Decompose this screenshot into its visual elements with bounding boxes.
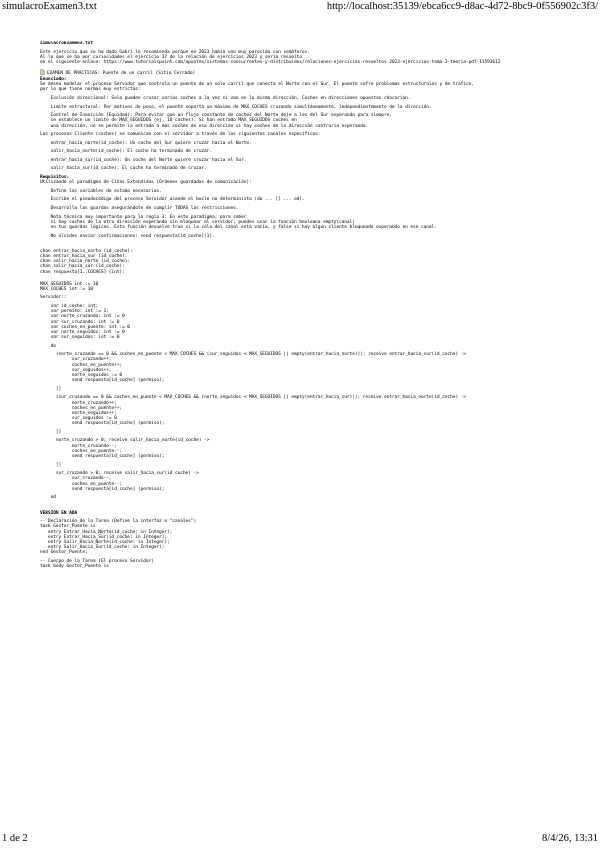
line-text: Límite estructural: Por motivos de peso, el puente soporta un máximo de MAX_COCHES cruzando simultáneamente, independientemente de la dirección. [40,104,432,110]
line-text: simulacroExamen3.txt [40,41,93,46]
line-text: una dirección, no se permite la entrada a más coches de esa dirección si hay coches de la dirección contraria esperando. [40,123,369,129]
line-text: chan salir_hacia_sur (id_coche): [40,264,125,270]
print-footer [0,832,600,846]
line-text: sur_seguidos := 0 [40,416,117,422]
line-text: entrar_hacia_sur(id_coche): Un coche del Norte quiere cruzar hacia el Sur. [40,157,247,163]
line-text: en tus guardas lógicas. Esta función devuelve true si la cola del canal está vacía, y false si hay algún cliente bloqueado esperando en ese canal. [40,224,437,230]
text-line [40,60,580,65]
document-body [40,41,580,828]
page-url[interactable]: http://localhost:35139/ebca6cc9-d8ac-4d72-8bc9-0f556902c3f3/ [326,1,598,12]
line-text: var id_coche: int; [40,303,99,309]
line-text: coches_en_puente--; [40,481,123,487]
print-header [0,0,600,14]
line-text: MAX_SEGUIDOS int := 10 [40,281,99,287]
line-text: se establece un límite de MAX_SEGUIDOS (ej. 10 coches). Si han entrado MAX_SEGUIDOS coches en [40,118,297,124]
line-text: Servidor:: [40,295,67,301]
line-text: norte_cruzando++; [40,400,117,406]
line-text: sur_seguidos++; [40,367,112,373]
line-text: No olvides enviar confirmaciones: send respuesta[id_coche](1). [40,233,215,239]
line-text: Utilizando el paradigma de Citas Extendidas (Órdenes guardadas de comunicación): [40,180,252,186]
line-text: var norte_cruzando: int := 0 [40,314,125,320]
line-text: var coches_en_puente: int := 0 [40,324,130,330]
line-text: [] [40,386,62,392]
line-text: task Gestor_Puente is [40,524,96,530]
line-text: od [40,495,56,501]
line-text: si hay coches de la otra dirección esperando sin bloquear al servidor, puedes usar la función booleana empty(canal) [40,219,355,225]
line-text: VERSIÓN EN ADA [40,510,78,516]
line-text: chan entrar_hacia_norte (id_coche): [40,248,133,254]
line-text: sur_cruzando++; [40,357,112,363]
line-text: -- Cuerpo de la Tarea (El proceso Servidor) [40,558,154,564]
line-text: entry Entrar_Hacia_Norte(id_coche: in Integer); [40,529,173,535]
line-text: coches_en_puente--; [40,448,123,454]
line-text: Requisitos: [40,175,70,181]
line-text: do [40,343,56,349]
line-text: -- Declaración de la Tarea (Define la interfaz o "canales") [40,519,197,525]
line-text: var norte_seguidos: int := 0 [40,329,125,335]
line-text: chan salir_hacia_norte (id_coche): [40,259,130,265]
line-text: send respuesta[id_coche] (permiso); [40,486,165,492]
line-text: [] [40,462,62,468]
line-text: Enunciado: [40,77,67,83]
line-text: norte_seguidos++; [40,410,117,416]
document-icon [40,69,45,75]
line-text: por lo que tiene normas muy estrictas: [40,87,141,93]
line-text: Control de Inanición (Equidad): Para evitar que un flujo constante de coches del Norte deje a los del Sur esperando para siempre, [40,113,392,119]
line-text: Este ejercicio que se ha dado Gabri lo recomienda porque en 2023 había uno muy parecido con semáforos. [40,49,310,55]
line-text: Define las variables de estado necesarias. [40,188,162,194]
line-text: norte_cruzando--; [40,443,117,449]
line-text: var sur_seguidos: int := 0 [40,335,120,341]
line-text: var permiso: int := 1; [40,309,109,315]
line-text: task body Gestor_Puente is [40,564,109,570]
line-text: entrar_hacia_norte(id_coche): Un coche del Sur quiere cruzar hacia el Norte. [40,140,252,146]
line-text: entry Salir_Hacia_Sur(id_coche: in Integer); [40,545,165,551]
line-text: Los procesos Cliente (coches) se comunican con el servidor a través de los siguientes canales específicos: [40,132,321,138]
line-text: coches_en_puente++; [40,362,123,368]
line-text: salir_hacia_sur(id_coche): El coche ha terminado de cruzar. [40,166,207,172]
line-text: sur_cruzando > 0; receive salir_hacia_sur(id_coche) -> [40,471,199,477]
line-text: Desarrolla las guardas asegurándote de cumplir TODAS las restricciones. [40,205,239,211]
line-text: (norte_cruzando == 0 && coches_en_puente < MAX_COCHES && (sur_seguidos < MAX_SEGUIDOS || empty(entrar_hacia_norte))); receive entrar_hacia_sur(id_coche) -> [40,352,466,358]
line-text: Exclusión direccional: Solo pueden cruzar varios coches a la vez si van en la misma dirección. Coches en direcciones opuestas chocarían. [40,96,411,102]
page-number: 1 de 2 [2,833,28,844]
line-text: Se desea modelar el proceso Servidor que controla un puente de un solo carril que conecta el Norte con el Sur. El puente sufre problemas estructurales y de tráfico, [40,82,474,88]
text-line [40,564,580,569]
line-text: coches_en_puente++; [40,405,123,411]
line-text: salir_hacia_norte(id_coche): El coche ha terminado de cruzar. [40,149,212,155]
line-text: entry Entrar_Hacia_Sur(id_coche: in Integer); [40,534,167,540]
line-text: entry Salir_Hacia_Norte(id_coche: in Integer); [40,539,170,545]
line-text: norte_cruzando > 0; receive salir_hacia_norte(id_coche) -> [40,438,210,444]
line-text: chan respuesta[1..COCHES] (int): [40,269,125,275]
line-text: send respuesta[id_coche] (permiso); [40,378,165,384]
line-text: EXAMEN DE PRÁCTICAS: Puente de un carril (Sitio Cerrado) [47,70,196,76]
print-datetime: 8/4/26, 13:31 [541,833,598,844]
line-text: Al lo que se ha por curiosidades el ejercicio 37 de la relación de ejercicios 2023 y sería resuelto [40,54,302,60]
line-text: (sur_cruzando == 0 && coches_en_puente < MAX_COCHES && (norte_seguidos < MAX_SEGUIDOS || empty(entrar_hacia_sur))); receive entrar_hacia_norte(id_coche) -> [40,395,466,401]
line-text: Escribe el pseudocódigo del proceso Servidor usando el bucle no determinista (do ... [] ... od). [40,197,305,203]
line-text: send respuesta[id_coche] (permiso); [40,421,165,427]
line-text: Nota técnica muy importante para la regla 3: En este paradigma, para saber [40,214,247,220]
line-text: [] [40,429,62,435]
line-text: send respuesta[id_coche] (permiso); [40,453,165,459]
line-text: chan entrar_hacia_sur (id_coche): [40,254,128,260]
line-text: sur_cruzando--; [40,476,112,482]
line-text: MAX_COCHES int := 10 [40,286,93,292]
file-name: simulacroExamen3.txt [2,1,97,12]
line-text: norte_seguidos := 0 [40,372,123,378]
line-text: end Gestor_Puente; [40,550,88,556]
line-text: en el siguiente enlace: https://www.tutorialspoint.com/apuntes/sistemas-concurrentes-y-distribuidos/relaciones-ejercicios-resueltos-2023-ejercicios-tema-3-teoria-pdf-11593612 [40,59,501,65]
text-line [40,69,580,74]
line-text: var sur_cruzando: int := 0 [40,319,120,325]
